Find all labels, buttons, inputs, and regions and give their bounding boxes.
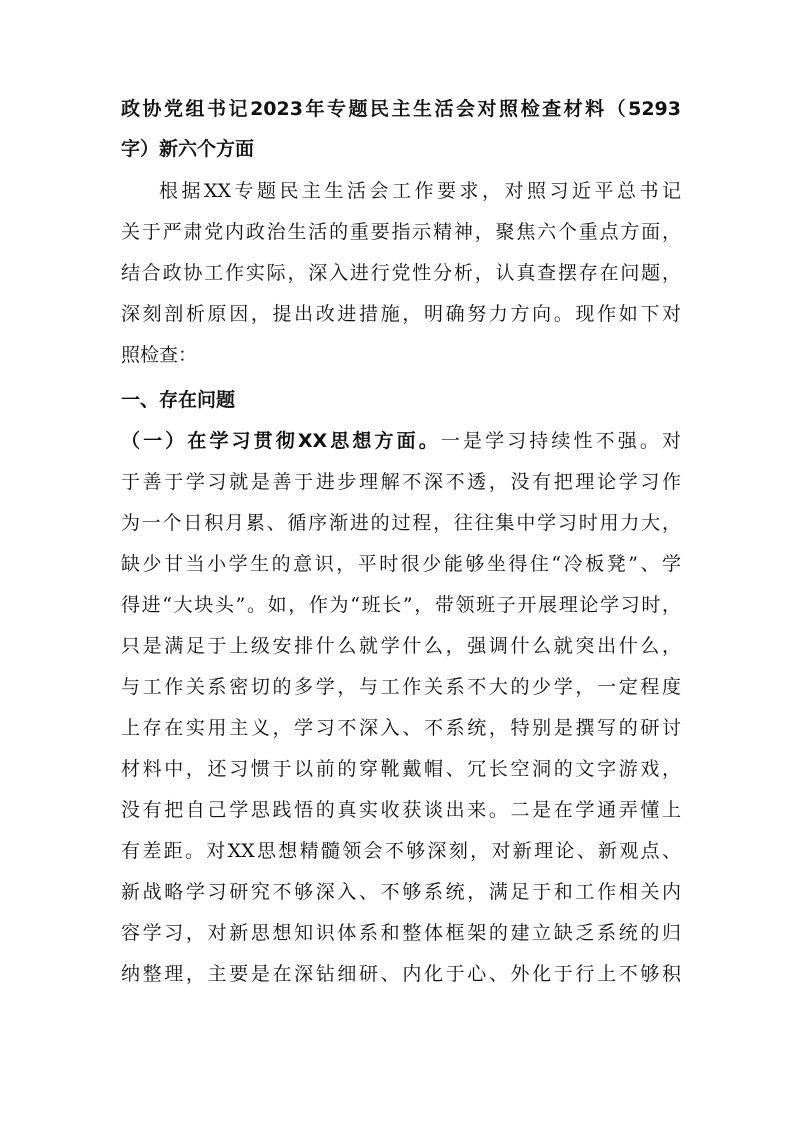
body-line: 上存在实用主义，学习不深入、不系统，特别是撰写的研讨 xyxy=(121,717,681,739)
section-heading-problems: 一、存在问题 xyxy=(121,389,236,411)
intro-line-3: 结合政协工作实际，深入进行党性分析，认真查摆存在问题， xyxy=(121,262,681,284)
subsection-heading: （一）在学习贯彻XX思想方面。 xyxy=(121,430,441,452)
intro-line-1: 根据XX专题民主生活会工作要求，对照习近平总书记 xyxy=(159,180,681,202)
intro-line-2: 关于严肃党内政治生活的重要指示精神，聚焦六个重点方面， xyxy=(121,221,681,243)
body-line: 于善于学习就是善于进步理解不深不透，没有把理论学习作 xyxy=(121,471,681,493)
body-line: 新战略学习研究不够深入、不够系统，满足于和工作相关内 xyxy=(121,881,681,903)
body-line: 有差距。对XX思想精髓领会不够深刻，对新理论、新观点、 xyxy=(121,840,681,862)
body-line: 没有把自己学思践悟的真实收获谈出来。二是在学通弄懂上 xyxy=(121,799,681,821)
subsection-first-line-tail: 一是学习持续性不强。对 xyxy=(440,430,681,452)
body-line: 只是满足于上级安排什么就学什么，强调什么就突出什么， xyxy=(121,635,681,657)
subsection-first-line xyxy=(121,424,681,458)
body-line: 材料中，还习惯于以前的穿靴戴帽、冗长空洞的文字游戏， xyxy=(121,758,681,780)
intro-line-5: 照检查： xyxy=(121,344,198,366)
body-line: 容学习，对新思想知识体系和整体框架的建立缺乏系统的归 xyxy=(121,922,681,944)
document-title-line-1: 政协党组书记2023年专题民主生活会对照检查材料（5293 xyxy=(121,98,681,120)
body-line: 纳整理，主要是在深钻细研、内化于心、外化于行上不够积 xyxy=(121,963,681,985)
intro-line-4: 深刻剖析原因，提出改进措施，明确努力方向。现作如下对 xyxy=(121,303,681,325)
body-line: 为一个日积月累、循序渐进的过程，往往集中学习时用力大， xyxy=(121,512,681,534)
body-line: 与工作关系密切的多学，与工作关系不大的少学，一定程度 xyxy=(121,676,681,698)
body-line: 得进“大块头”。如，作为“班长”，带领班子开展理论学习时， xyxy=(121,594,681,616)
body-line: 缺少甘当小学生的意识，平时很少能够坐得住“冷板凳”、学 xyxy=(121,553,681,575)
document-title-line-2: 字）新六个方面 xyxy=(121,138,255,160)
